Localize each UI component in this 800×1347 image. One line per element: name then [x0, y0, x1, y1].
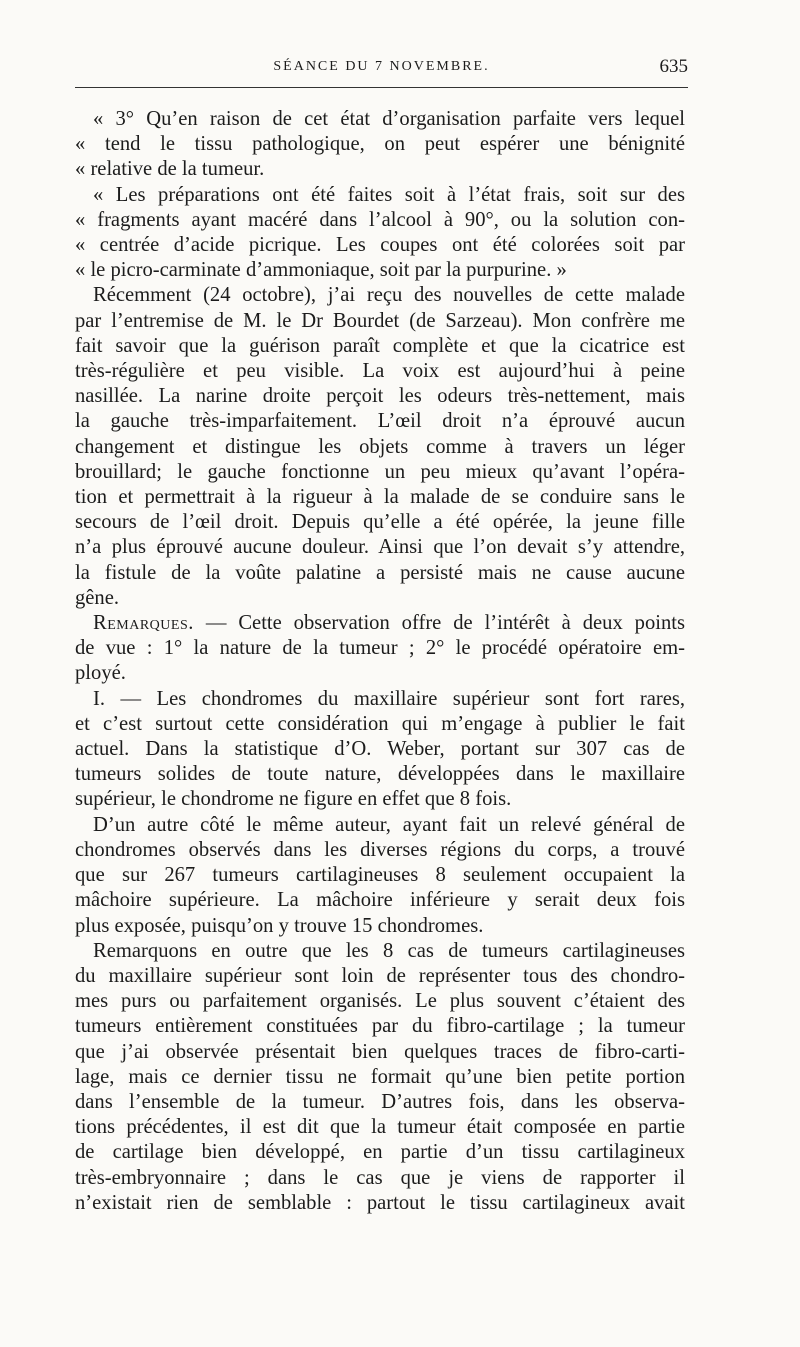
- text-line: supérieur, le chondrome ne figure en effet que 8 fois.: [75, 788, 512, 811]
- text-line: secours de l’œil droit. Depuis qu’elle a été opérée, la jeune fille: [75, 511, 685, 534]
- text-line: la fistule de la voûte palatine a persisté mais ne cause aucune: [75, 561, 685, 584]
- text-line: que sur 267 tumeurs cartilagineuses 8 seulement occupaient la: [75, 864, 685, 887]
- text-line: changement et distingue les objets comme à travers un léger: [75, 435, 685, 458]
- section-lead: Remarques.: [93, 612, 194, 635]
- text-line: chondromes observés dans les diverses régions du corps, a trouvé: [75, 838, 685, 861]
- text-line: « centrée d’acide picrique. Les coupes ont été colorées soit par: [75, 234, 685, 257]
- text-line: « 3° Qu’en raison de cet état d’organisation parfaite vers lequel: [93, 108, 685, 130]
- text-line-rest: — Cette observation offre de l’intérêt à deux points: [193, 612, 685, 635]
- text-line: dans l’ensemble de la tumeur. D’autres fois, dans les observa-: [75, 1090, 685, 1113]
- text-line: « tend le tissu pathologique, on peut espérer une bénignité: [75, 133, 685, 156]
- running-head: [75, 56, 688, 80]
- page-number: 635: [659, 56, 688, 77]
- text-line: lage, mais ce dernier tissu ne formait qu’une bien petite portion: [75, 1065, 685, 1088]
- text-line: [75, 611, 685, 636]
- text-line: « le picro-carminate d’ammoniaque, soit par la purpurine. »: [75, 259, 567, 282]
- paragraph: [75, 611, 685, 687]
- text-line: la gauche très-imparfaitement. L’œil droit n’a éprouvé aucun: [75, 410, 685, 433]
- text-line: « fragments ayant macéré dans l’alcool à 90°, ou la solution con-: [75, 208, 685, 231]
- header-rule: [75, 87, 688, 88]
- text-line: I. — Les chondromes du maxillaire supérieur sont fort rares,: [93, 687, 685, 710]
- text-line: du maxillaire supérieur sont loin de représenter tous des chondro-: [75, 964, 685, 987]
- text-line: n’existait rien de semblable : partout le tissu cartilagineux avait: [75, 1191, 685, 1214]
- paragraph: [75, 687, 685, 813]
- text-line: de vue : 1° la nature de la tumeur ; 2° le procédé opératoire em-: [75, 637, 685, 660]
- paragraph: [75, 939, 685, 1216]
- text-line: tion et permettrait à la rigueur à la malade de se conduire sans le: [75, 486, 685, 509]
- text-line: Récemment (24 octobre), j’ai reçu des nouvelles de cette malade: [93, 284, 685, 307]
- text-line: que j’ai observée présentait bien quelques traces de fibro-carti-: [75, 1040, 685, 1063]
- text-line: « relative de la tumeur.: [75, 158, 265, 181]
- text-line: « Les préparations ont été faites soit à l’état frais, soit sur des: [93, 183, 685, 206]
- text-line: et c’est surtout cette considération qui m’engage à publier le fait: [75, 712, 685, 735]
- text-line: ployé.: [75, 662, 126, 685]
- text-line: Remarquons en outre que les 8 cas de tumeurs cartilagineuses: [93, 939, 685, 962]
- body-text: [75, 107, 685, 1216]
- text-line: mâchoire supérieure. La mâchoire inférieure y serait deux fois: [75, 889, 685, 912]
- text-line: brouillard; le gauche fonctionne un peu mieux qu’avant l’opéra-: [75, 460, 685, 483]
- text-line: nasillée. La narine droite perçoit les odeurs très-nettement, mais: [75, 385, 685, 408]
- paragraph: [75, 183, 685, 284]
- paragraph: [75, 283, 685, 611]
- running-title: SÉANCE DU 7 NOVEMBRE.: [273, 59, 490, 74]
- text-line: très-régulière et peu visible. La voix est aujourd’hui à peine: [75, 360, 685, 383]
- text-line: tions précédentes, il est dit que la tumeur était composée en partie: [75, 1116, 685, 1139]
- text-line: mes purs ou parfaitement organisés. Le plus souvent c’étaient des: [75, 990, 685, 1013]
- text-line: fait savoir que la guérison paraît complète et que la cicatrice est: [75, 334, 685, 357]
- text-line: actuel. Dans la statistique d’O. Weber, portant sur 307 cas de: [75, 738, 685, 761]
- paragraph: [75, 107, 685, 183]
- text-line: plus exposée, puisqu’on y trouve 15 chondromes.: [75, 914, 484, 937]
- text-line: très-embryonnaire ; dans le cas que je viens de rapporter il: [75, 1166, 685, 1189]
- text-line: tumeurs solides de toute nature, développées dans le maxillaire: [75, 763, 685, 786]
- paragraph: [75, 813, 685, 939]
- text-line: gêne.: [75, 586, 120, 609]
- text-line: par l’entremise de M. le Dr Bourdet (de Sarzeau). Mon confrère me: [75, 309, 685, 332]
- text-line: D’un autre côté le même auteur, ayant fait un relevé général de: [93, 813, 685, 836]
- text-line: n’a plus éprouvé aucune douleur. Ainsi que l’on devait s’y attendre,: [75, 536, 685, 559]
- text-line: tumeurs entièrement constituées par du fibro-cartilage ; la tumeur: [75, 1015, 685, 1038]
- text-line: de cartilage bien développé, en partie d’un tissu cartilagineux: [75, 1141, 685, 1164]
